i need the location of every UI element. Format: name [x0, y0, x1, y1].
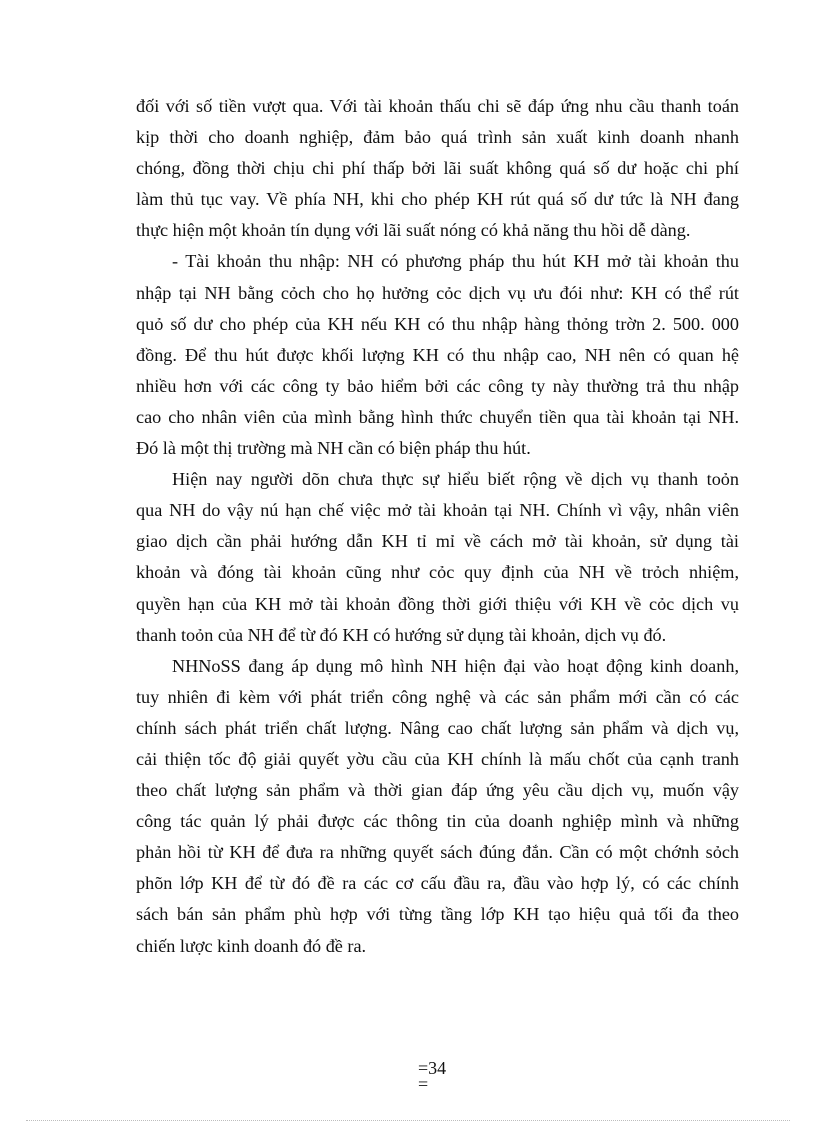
text-line: - Tài khoản thu nhập: NH có phương pháp thu hút KH mở tài khoản thu [172, 251, 739, 272]
text-line: đồng. Để thu hút được khối lượng KH có thu nhập cao, NH nên có quan hệ [136, 344, 739, 365]
text-line: chính sách phát triển chất lượng. Nâng cao chất lượng sản phẩm và dịch vụ, [136, 717, 739, 738]
text-line: Hiện nay người dõn chưa thực sự hiểu biết rộng về dịch vụ thanh toỏn [172, 469, 739, 490]
text-line: đối với số tiền vượt qua. Với tài khoản thấu chi sẽ đáp ứng nhu cầu thanh toán [136, 96, 739, 116]
text-line: sách bán sản phẩm phù hợp với từng tầng lớp KH tạo hiệu quả tối đa theo [136, 904, 739, 925]
text-line: cao cho nhân viên của mình bằng hình thức chuyển tiền qua tài khoản tại NH. [136, 406, 739, 427]
text-line: thanh toỏn của NH để từ đó KH có hướng sử dụng tài khoản, dịch vụ đó. [136, 624, 667, 645]
page-number-suffix: = [418, 1074, 429, 1094]
paragraph-modern-banking [136, 651, 739, 962]
page-number: =34 [418, 1058, 447, 1078]
text-line: chóng, đồng thời chịu chi phí thấp bởi lãi suất không quá số dư hoặc chi phí [136, 158, 739, 179]
paragraph-customer-awareness [136, 464, 739, 651]
text-line: khoản và đóng tài khoản cũng như cỏc quy định của NH về trỏch nhiệm, [136, 562, 739, 583]
text-line: nhập tại NH bằng cỏch cho họ hưởng cỏc dịch vụ ưu đói như: KH có thể rút [136, 282, 739, 303]
paragraph-overdraft-account [136, 91, 739, 246]
text-line: thực hiện một khoản tín dụng với lãi suất nóng có khả năng thu hồi dễ dàng. [136, 220, 691, 241]
text-line: công tác quản lý phải được các thông tin của doanh nghiệp mình và những [136, 811, 739, 832]
text-line: cải thiện tốc độ giải quyết yờu cầu của KH chính là mấu chốt của cạnh tranh [136, 748, 739, 769]
text-line: giao dịch cần phải hướng dẫn KH tỉ mỉ về cách mở tài khoản, sử dụng tài [136, 531, 739, 552]
text-line: làm thủ tục vay. Về phía NH, khi cho phép KH rút quá số dư tức là NH đang [136, 189, 739, 210]
document-body [136, 91, 739, 962]
text-line: quyền hạn của KH mở tài khoản đồng thời giới thiệu với KH về cỏc dịch vụ [136, 593, 739, 614]
text-line: tuy nhiên đi kèm với phát triển công nghệ và các sản phẩm mới cần có các [136, 686, 739, 707]
text-line: theo chất lượng sản phẩm và thời gian đáp ứng yêu cầu dịch vụ, muốn vậy [136, 780, 739, 801]
text-line: Đó là một thị trường mà NH cần có biện pháp thu hút. [136, 438, 531, 459]
text-line: chiến lược kinh doanh đó đề ra. [136, 935, 367, 956]
page-bottom-dotted-border [26, 1120, 790, 1121]
text-line: kịp thời cho doanh nghiệp, đảm bảo quá trình sản xuất kinh doanh nhanh [136, 127, 739, 148]
text-line: phõn lớp KH để từ đó đề ra các cơ cấu đầu ra, đầu vào hợp lý, có các chính [136, 873, 739, 894]
text-line: phản hồi từ KH để đưa ra những quyết sách đúng đắn. Cần có một chớnh sỏch [136, 842, 739, 863]
text-line: qua NH do vậy nú hạn chế việc mở tài khoản tại NH. Chính vì vậy, nhân viên [136, 500, 739, 521]
paragraph-income-account [136, 246, 739, 464]
text-line: quỏ số dư cho phép của KH nếu KH có thu nhập hàng thỏng trờn 2. 500. 000 [136, 313, 739, 334]
text-line: NHNoSS đang áp dụng mô hình NH hiện đại vào hoạt động kinh doanh, [172, 655, 739, 676]
text-line: nhiều hơn với các công ty bảo hiểm bởi các công ty này thường trả thu nhập [136, 375, 739, 396]
